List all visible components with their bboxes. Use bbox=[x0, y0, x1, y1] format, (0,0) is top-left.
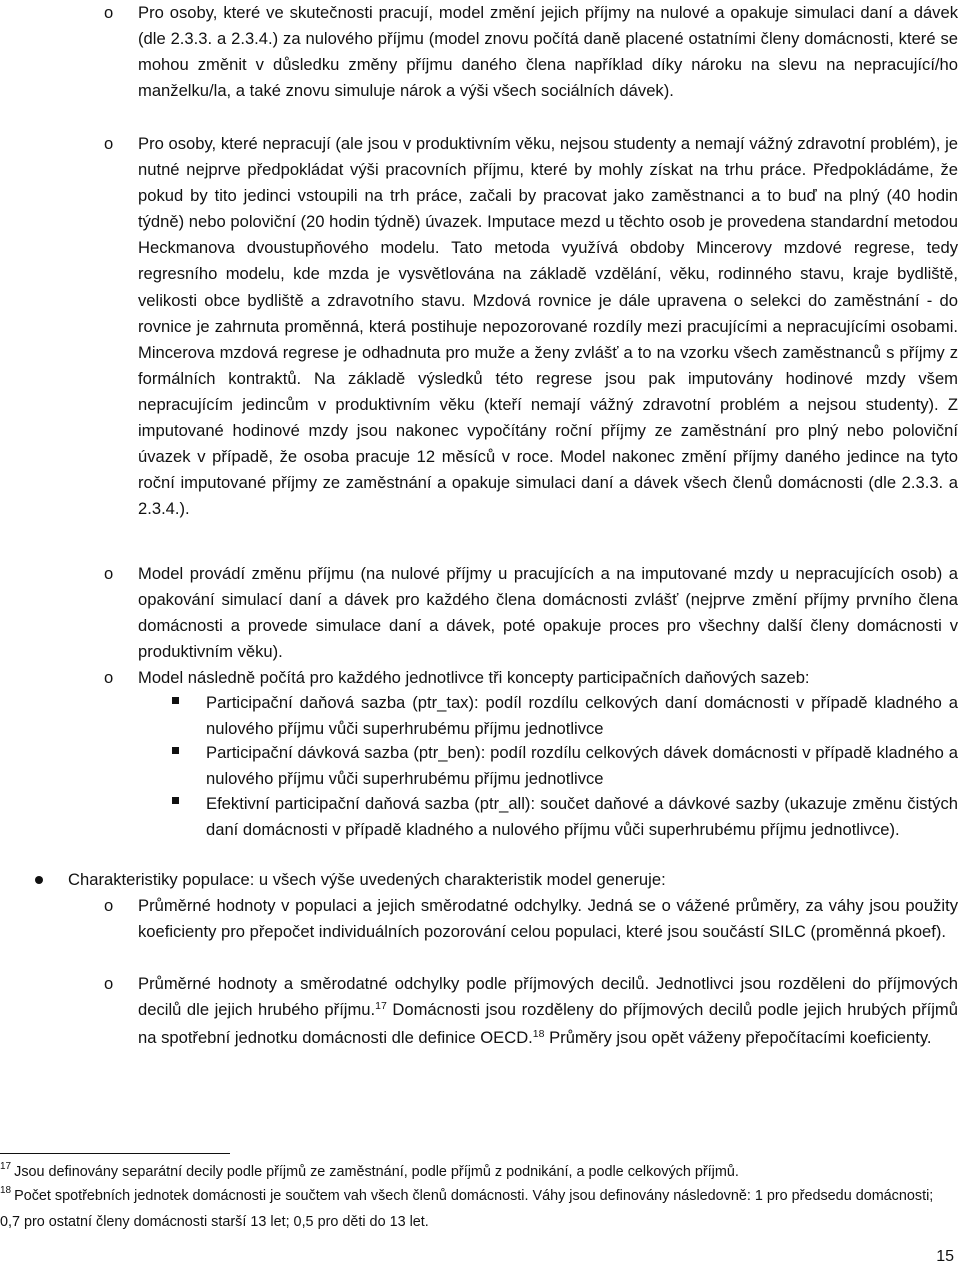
list-marker: o bbox=[104, 668, 114, 687]
list-item-wage-imputation: Pro osoby, které nepracují (ale jsou v produktivním věku, nejsou studenty a nemají vážný zdravotní problém), je nutné nejprve předpokládat výši pracovních příjmu, které by mohly získat na trhu práce. Předpokládáme, že pokud by tito jedinci vstoupili na trh práce, začali by pracovat jako zaměstnanci a to buď na plný (40 hodin týdně) nebo poloviční (20 hodin týdně) úvazek. Imputace mezd u těchto osob je provedena standardní metodou Heckmanova dvoustupňového modelu. Tato metoda využívá obdoby Mincerovy mzdové regrese, tedy regresního modelu, kde mzda je vysvětlována na základě vzdělání, věku, rodinného stavu, kraje bydliště, velikosti obce bydliště a zdravotního stavu. Mzdová rovnice je dále upravena o selekci do zaměstnání - do rovnice je zahrnuta proměnná, která postihuje nepozorované rozdíly mezi pracujícími a nepracujícími osobami. Mincerova mzdová regrese je odhadnuta pro muže a ženy zvlášť a to na vzorku všech zaměstnanců s příjmy z formálních kontraktů. Na základě výsledků této regrese jsou pak imputovány hodinové mzdy všem nepracujícím jedincům v produktivním věku (kteří nemají vážný zdravotní problém a nejsou studenty). Z imputované hodinové mzdy jsou nakonec vypočítány roční příjmy ze zaměstnání pro plný nebo poloviční úvazek v případě, že osoba pracuje 12 měsíců v roce. Model nakonec změní příjmy daného jedince na tyto roční imputované příjmy ze zaměstnání a opakuje simulaci daní a dávek všech členů domácnosti (dle 2.3.3. a 2.3.4.). bbox=[138, 134, 958, 519]
subitem-ptr-ben: Participační dávková sazba (ptr_ben): podíl rozdílu celkových dávek domácnosti v případě kladného a nulového příjmu vůči superhrubému příjmu jednotlivce bbox=[206, 743, 958, 789]
subitem-ptr-all: Efektivní participační daňová sazba (ptr_all): součet daňové a dávkové sazby (ukazuje změnu čistých daní domácnosti v případě kladného a nulového příjmu vůči superhrubému příjmu jednotlivce). bbox=[206, 794, 958, 840]
square-bullet-icon bbox=[172, 747, 179, 754]
bullet-population-characteristics: Charakteristiky populace: u všech výše uvedených charakteristik model generuje: bbox=[68, 870, 666, 889]
footnote-18: $^{18}$ Počet spotřebních jednotek domácnosti je součtem vah všech členů domácnosti. Váhy jsou definovány následovně: 1 pro předsedu domácnosti; 0,7 pro ostatní členy domácnosti starší 13 let; 0,5 pro děti do 13 let. bbox=[0, 1185, 934, 1230]
footnote-17: $^{17}$ Jsou definovány separátní decily podle příjmů ze zaměstnání, podle příjmů z podnikání, a podle celkových příjmů. bbox=[0, 1161, 739, 1180]
square-bullet-icon bbox=[172, 797, 179, 804]
list-item-participation-rates: Model následně počítá pro každého jednotlivce tři koncepty participačních daňových sazeb: bbox=[138, 668, 810, 687]
footnote-ref-17: 17 bbox=[375, 1000, 387, 1013]
list-marker: o bbox=[104, 564, 114, 583]
footnote-separator bbox=[0, 1153, 230, 1154]
subitem-ptr-tax: Participační daňová sazba (ptr_tax): podíl rozdílu celkových daní domácnosti v případě kladného a nulového příjmu vůči superhrubému příjmu jednotlivce bbox=[206, 693, 958, 739]
list-marker: o bbox=[104, 134, 114, 153]
list-item-weighted-means: Průměrné hodnoty v populaci a jejich směrodatné odchylky. Jedná se o vážené průměry, za váhy jsou použity koeficienty pro přepočet individuálních pozorování celou populaci, které jsou součástí SILC (proměnná pkoef). bbox=[138, 896, 958, 942]
footnote-ref-18: 18 bbox=[532, 1028, 545, 1041]
square-bullet-icon bbox=[172, 697, 179, 704]
list-item-income-zeroing: Pro osoby, které ve skutečnosti pracují, model změní jejich příjmy na nulové a opakuje simulaci daní a dávek (dle 2.3.3. a 2.3.4.) za nulového příjmu (model znovu počítá daně placené ostatními členy domácnosti, které se mohou změnit v důsledku změny příjmu daného člena například díky nároku na slevu na nepracující/ho manželku/la, a také znovu simuluje nárok a výši všech sociálních dávek). bbox=[138, 3, 958, 101]
list-item-income-change: Model provádí změnu příjmu (na nulové příjmy u pracujících a na imputované mzdy u nepracujících osob) a opakování simulací daní a dávek pro každého člena domácnosti zvlášť (nejprve změní příjmy prvního člena domácnosti a provede simulace daní a dávek, poté opakuje proces pro všechny další členy domácnosti v produktivním věku). bbox=[138, 564, 958, 662]
list-marker: o bbox=[104, 896, 114, 915]
page-number: 15 bbox=[936, 1248, 954, 1265]
list-marker: o bbox=[104, 974, 114, 993]
list-marker: o bbox=[104, 3, 114, 22]
list-item-decile-means: Průměrné hodnoty a směrodatné odchylky podle příjmových decilů. Jednotlivci jsou rozděleni do příjmových decilů dle jejich hrubého příjmu.$^{17}$ Domácnosti jsou rozděleny do příjmových decilů podle jejich hrubých příjmů na spotřební jednotku domácnosti dle definice OECD.$^{18}$ Průměry jsou opět váženy přepočítacími koeficienty. bbox=[138, 974, 958, 1048]
bullet-dot-icon bbox=[35, 876, 43, 884]
